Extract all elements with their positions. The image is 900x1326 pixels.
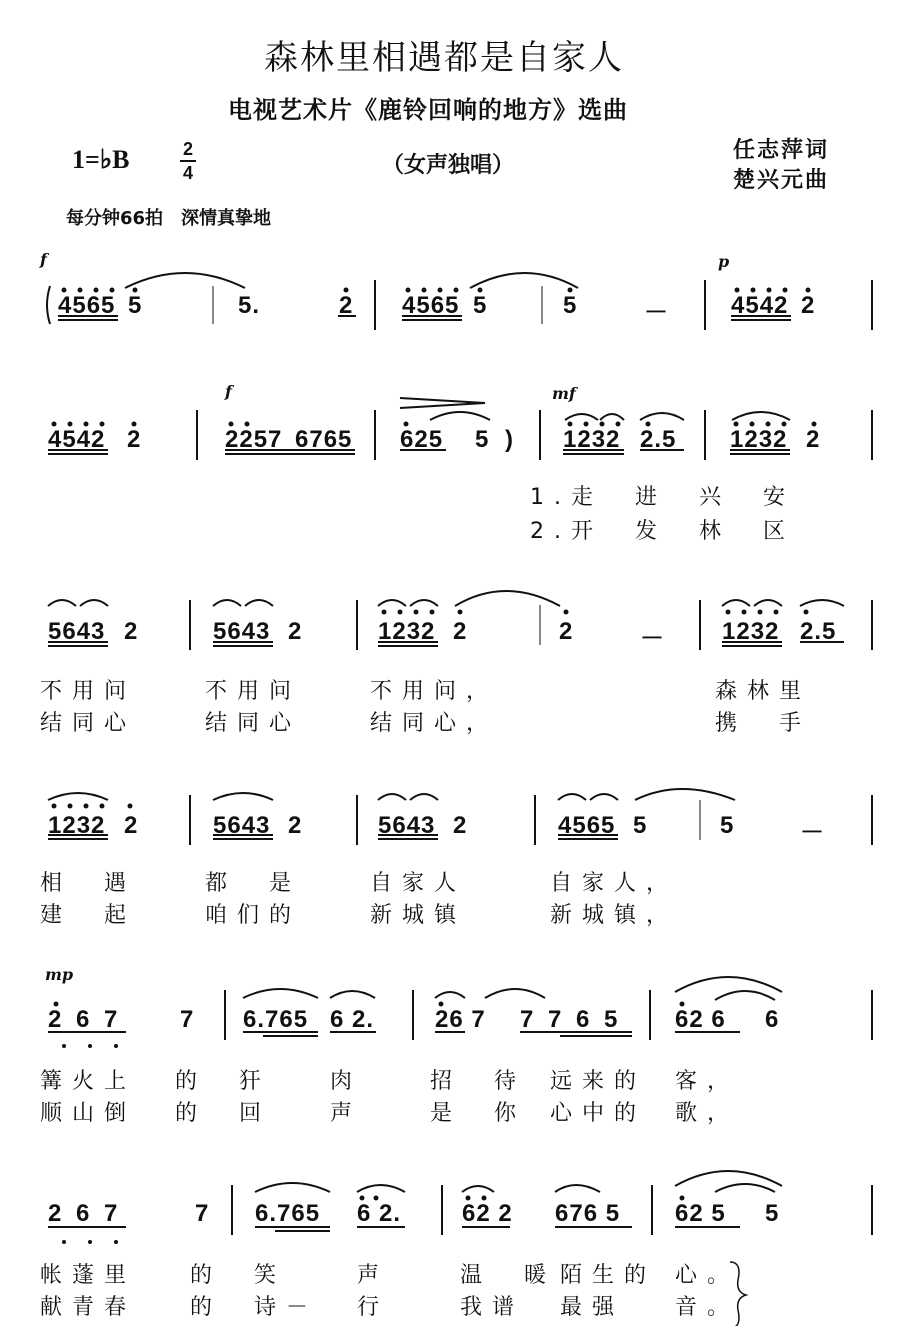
tempo-marking: 每分钟66拍 深情真挚地	[66, 208, 272, 229]
note: 5	[633, 812, 648, 839]
note: 2	[124, 618, 139, 645]
lyric-verse-1: 远来的	[550, 1069, 647, 1094]
note: 2	[453, 618, 468, 645]
note: 5	[475, 426, 490, 453]
note-group: 676 5	[555, 1200, 621, 1227]
note-group: 4565	[58, 292, 116, 319]
note: 2	[453, 812, 468, 839]
lyric-verse-1: 不用问	[205, 679, 302, 704]
lyricist: 任志萍词	[733, 138, 830, 163]
lyric-verse-2: 结同心	[40, 711, 137, 736]
lyric-verse-2: 结同心	[205, 711, 302, 736]
lyric-verse-1: 心。	[675, 1263, 740, 1288]
lyric-verse-1: 声	[357, 1263, 390, 1288]
dynamic-mf: mf	[552, 384, 576, 403]
lyric-verse-1: 相 遇	[40, 871, 137, 896]
note: 7	[195, 1200, 210, 1227]
note: 2	[339, 292, 354, 319]
note-group: 2 6 7	[48, 1006, 119, 1033]
song-subtitle: 电视艺术片《鹿铃回响的地方》选曲	[228, 96, 628, 124]
note-group: 62 2	[462, 1200, 513, 1227]
note: 5	[128, 292, 143, 319]
note-group: 4542	[731, 292, 789, 319]
lyric-verse-2: 行	[357, 1295, 390, 1320]
lyric-verse-2: 顺山倒	[40, 1101, 137, 1126]
lyric-verse-2: 携 手	[715, 711, 812, 736]
lyric-verse-1: 篝火上	[40, 1069, 137, 1094]
lyric-verse-2: 最强	[560, 1295, 625, 1320]
lyric-verse-1: 自家人，	[550, 871, 679, 896]
note-group: 6765	[295, 426, 353, 453]
note-group: 6.765	[243, 1006, 309, 1033]
lyric-verse-1: 不用问，	[370, 679, 499, 704]
note-group: 1232	[48, 812, 106, 839]
note-group: 1232	[722, 618, 780, 645]
voice-type: （女声独唱）	[382, 153, 515, 178]
lyric-verse-2: 新城镇，	[550, 903, 679, 928]
note-group: 6 2.	[330, 1006, 375, 1033]
lyric-verse-2: 建 起	[40, 903, 137, 928]
note-group: 2 6 7	[48, 1200, 119, 1227]
lyric-verse-2: 音。	[675, 1295, 740, 1320]
lyric-verse-1: 温 暖	[460, 1263, 557, 1288]
lyric-verse-1: 的 犴	[175, 1069, 272, 1094]
key-signature: 1=♭B	[72, 145, 130, 174]
lyric-verse-2: 的 诗－	[190, 1295, 319, 1320]
lyric-verse-1: 陌生的	[560, 1263, 657, 1288]
note-group: 1232	[563, 426, 621, 453]
note: 2	[559, 618, 574, 645]
note-group: 5643	[48, 618, 106, 645]
dynamic-p: p	[718, 252, 730, 271]
lyric-verse-2: 歌，	[675, 1101, 740, 1126]
note-group: 2.5	[800, 618, 837, 645]
note-group: 4565	[558, 812, 616, 839]
note: 2	[124, 812, 139, 839]
composer: 楚兴元曲	[733, 168, 830, 193]
lyric-verse-1: 招 待	[430, 1069, 527, 1094]
note-group: 5643	[378, 812, 436, 839]
lyric-verse-1: 森林里	[715, 679, 812, 704]
note: 5	[563, 292, 578, 319]
note: 2	[801, 292, 816, 319]
lyric-verse-2: 2.开 发 林 区	[530, 519, 795, 544]
lyric-verse-1: 客，	[675, 1069, 740, 1094]
note: 2	[806, 426, 821, 453]
note-group: 26 7	[435, 1006, 486, 1033]
note: 5	[765, 1200, 780, 1227]
note: 5	[473, 292, 488, 319]
note: 7	[180, 1006, 195, 1033]
note-group: 2.5	[640, 426, 677, 453]
note-group: 62 6	[675, 1006, 726, 1033]
lyric-verse-1: 肉	[330, 1069, 363, 1094]
lyric-verse-2: 是 你	[430, 1101, 527, 1126]
lyric-verse-2: 咱们的	[205, 903, 302, 928]
lyric-verse-2: 声	[330, 1101, 363, 1126]
lyric-verse-2: 结同心，	[370, 711, 499, 736]
lyric-verse-2: 心中的	[550, 1101, 647, 1126]
bracket-close: )	[505, 426, 514, 453]
lyric-verse-1: 不用问	[40, 679, 137, 704]
note-group: 1232	[730, 426, 788, 453]
lyric-verse-1: 1.走 进 兴 安	[530, 485, 795, 510]
note-dash: －	[800, 819, 825, 846]
note: 2	[127, 426, 142, 453]
meter-top: 2	[182, 139, 193, 159]
note-group: 625	[400, 426, 444, 453]
note-dash: －	[644, 299, 669, 326]
lyric-verse-2: 我谱	[460, 1295, 525, 1320]
note-group: 6 2.	[357, 1200, 402, 1227]
note: 6	[765, 1006, 780, 1033]
note-group: 5643	[213, 618, 271, 645]
note-group: 5643	[213, 812, 271, 839]
dynamic-f: f	[40, 250, 47, 269]
note-group: 4542	[48, 426, 106, 453]
lyric-verse-2: 新城镇	[370, 903, 467, 928]
note-group: 4565	[402, 292, 460, 319]
note-group: 2257	[225, 426, 283, 453]
note-dash: －	[640, 625, 665, 652]
lyric-verse-1: 自家人	[370, 871, 467, 896]
note: 2	[288, 618, 303, 645]
lyric-verse-2: 献青春	[40, 1295, 137, 1320]
note-group: 62 5	[675, 1200, 726, 1227]
dynamic-mp: mp	[45, 965, 74, 984]
note-group: 7 7 6 5	[520, 1006, 619, 1033]
song-title: 森林里相遇都是自家人	[264, 38, 624, 78]
lyric-verse-2: 的 回	[175, 1101, 272, 1126]
lyric-verse-1: 的 笑	[190, 1263, 287, 1288]
note: 5	[720, 812, 735, 839]
note: 5.	[238, 292, 261, 319]
lyric-verse-1: 都 是	[205, 871, 302, 896]
meter-bottom: 4	[182, 163, 193, 183]
note-group: 6.765	[255, 1200, 321, 1227]
note: 2	[288, 812, 303, 839]
note-group: 1232	[378, 618, 436, 645]
lyric-verse-1: 帐蓬里	[40, 1263, 137, 1288]
dynamic-f: f	[225, 382, 232, 401]
